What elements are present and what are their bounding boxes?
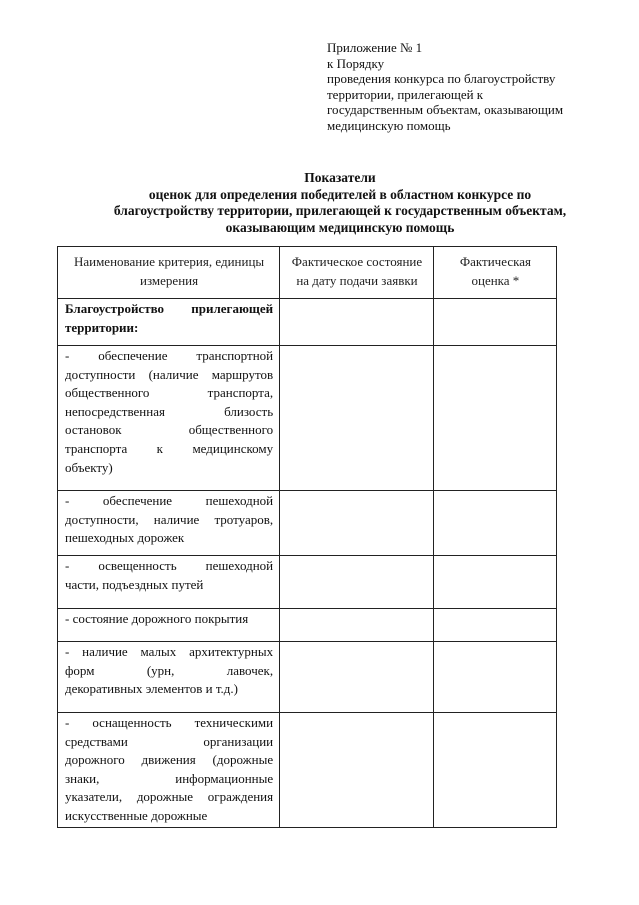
- actual-score-cell[interactable]: [433, 713, 556, 828]
- criterion-line: декоративных элементов и т.д.): [65, 681, 238, 697]
- appendix-line: к Порядку: [327, 55, 385, 71]
- actual-state-cell[interactable]: [280, 556, 434, 609]
- criterion-line: территории:: [65, 319, 139, 335]
- actual-score-cell[interactable]: [433, 346, 556, 491]
- criterion-line: части, подъездных путей: [65, 576, 204, 592]
- criterion-cell: [58, 609, 280, 642]
- criterion-line: Благоустройство прилегающей: [65, 301, 274, 316]
- criterion-line: - оснащенность техническими: [65, 715, 274, 730]
- actual-state-cell[interactable]: [280, 642, 434, 713]
- criterion-line: доступности, наличие тротуаров,: [65, 511, 274, 527]
- document-heading: [40, 170, 639, 236]
- heading-line: оказывающим медицинскую помощь: [225, 219, 455, 235]
- criterion-cell: [58, 299, 280, 346]
- criterion-cell: [58, 346, 280, 491]
- table-row: [58, 491, 557, 556]
- actual-state-cell[interactable]: [280, 713, 434, 828]
- criterion-cell: [58, 556, 280, 609]
- actual-state-cell[interactable]: [280, 491, 434, 556]
- criterion-cell: [58, 491, 280, 556]
- criteria-table: [57, 246, 557, 828]
- table-header-row: [58, 247, 557, 299]
- actual-state-cell[interactable]: [280, 346, 434, 491]
- actual-score-cell[interactable]: [433, 642, 556, 713]
- table-row: [58, 642, 557, 713]
- criterion-line: остановок общественного: [65, 422, 274, 438]
- criterion-line: дорожного движения (дорожные: [65, 752, 274, 768]
- table-row: [58, 299, 557, 346]
- criterion-line: форм (урн, лавочек,: [65, 662, 274, 678]
- heading-line: оценок для определения победителей в областном конкурсе по: [148, 186, 532, 202]
- appendix-block: [327, 40, 627, 134]
- criterion-line: общественного транспорта,: [65, 385, 274, 401]
- criterion-line: непосредственная близость: [65, 403, 274, 419]
- heading-line: благоустройству территории, прилегающей к государственным объектам,: [113, 203, 567, 218]
- actual-state-cell[interactable]: [280, 609, 434, 642]
- actual-score-cell[interactable]: [433, 299, 556, 346]
- table-row: [58, 346, 557, 491]
- criterion-line: знаки, информационные: [65, 770, 274, 786]
- criterion-line: искусственные дорожные: [65, 807, 208, 823]
- criterion-line: - обеспечение транспортной: [65, 348, 274, 363]
- appendix-line: проведения конкурса по благоустройству: [327, 71, 556, 87]
- criterion-line: пешеходных дорожек: [65, 530, 185, 546]
- criterion-line: транспорта к медицинскому: [65, 440, 274, 456]
- actual-score-cell[interactable]: [433, 491, 556, 556]
- header-criterion: Наименование критерия, единицы измерения: [58, 247, 280, 299]
- criterion-line: - освещенность пешеходной: [65, 558, 274, 573]
- criterion-line: доступности (наличие маршрутов: [65, 366, 274, 382]
- header-actual-state: Фактическое состояние на дату подачи заявки: [280, 247, 434, 299]
- criterion-line: - состояние дорожного покрытия: [65, 611, 249, 626]
- criterion-line: - наличие малых архитектурных: [65, 644, 274, 659]
- criterion-cell: [58, 642, 280, 713]
- appendix-line: территории, прилегающей к: [327, 86, 484, 102]
- heading-title: Показатели: [304, 170, 376, 185]
- criterion-line: указатели, дорожные ограждения: [65, 789, 274, 805]
- criterion-line: объекту): [65, 459, 113, 475]
- criterion-line: - обеспечение пешеходной: [65, 493, 274, 508]
- table-row: [58, 713, 557, 828]
- criterion-cell: [58, 713, 280, 828]
- actual-state-cell[interactable]: [280, 299, 434, 346]
- appendix-line: медицинскую помощь: [327, 117, 451, 133]
- appendix-line: государственным объектам, оказывающим: [327, 102, 564, 118]
- actual-score-cell[interactable]: [433, 609, 556, 642]
- appendix-line: Приложение № 1: [327, 40, 423, 55]
- criterion-line: средствами организации: [65, 733, 274, 749]
- table-row: [58, 609, 557, 642]
- table-row: [58, 556, 557, 609]
- header-actual-score: Фактическая оценка *: [433, 247, 556, 299]
- actual-score-cell[interactable]: [433, 556, 556, 609]
